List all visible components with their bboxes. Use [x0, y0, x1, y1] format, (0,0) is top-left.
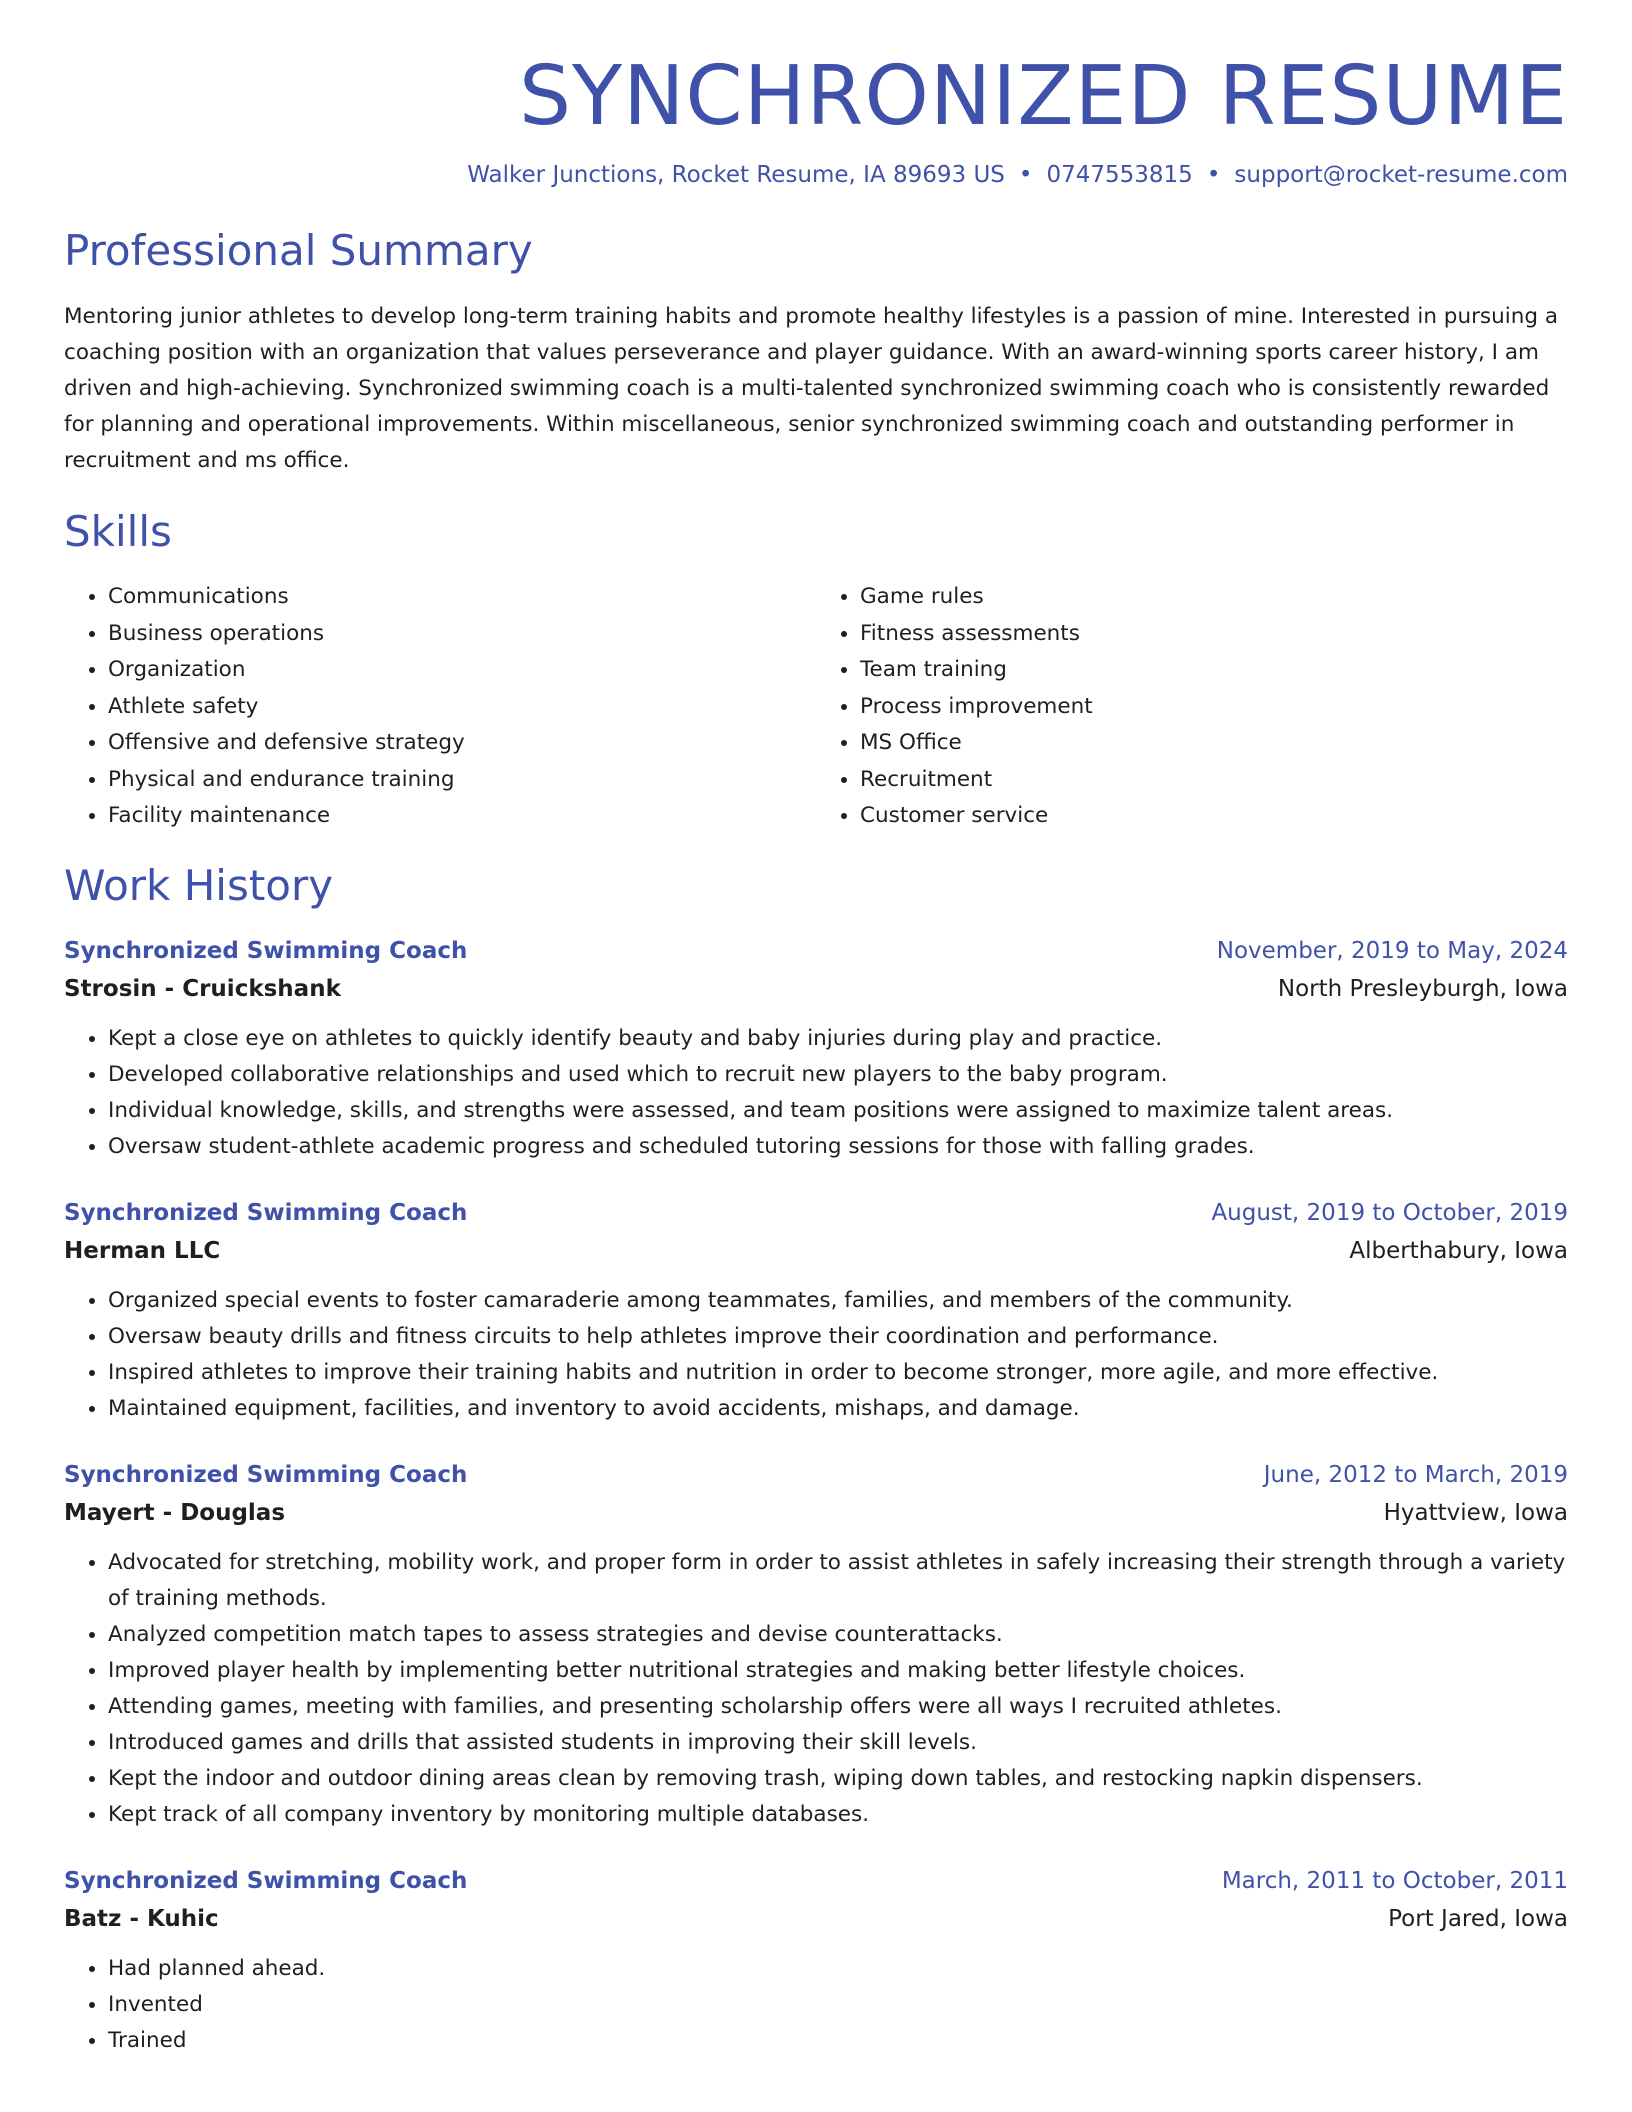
- job-title: Synchronized Swimming Coach: [64, 937, 468, 964]
- job-bullet: • Oversaw student-athlete academic progress and scheduled tutoring sessions for those with falling grades.: [108, 1129, 1568, 1165]
- contact-email: support@rocket-resume.com: [1234, 162, 1568, 189]
- job-location: North Presleyburgh, Iowa: [1277, 975, 1568, 1002]
- job-bullet: • Improved player health by implementing better nutritional strategies and making better lifestyle choices.: [108, 1653, 1568, 1689]
- skill-item: • Offensive and defensive strategy: [108, 725, 816, 762]
- job-title: Synchronized Swimming Coach: [64, 1199, 468, 1226]
- skill-item: • Game rules: [860, 579, 1568, 616]
- skills-column-right: [816, 579, 1568, 835]
- resume-name: SYNCHRONIZED RESUME: [518, 49, 1568, 144]
- contact-address: Walker Junctions, Rocket Resume, IA 89693 US: [467, 162, 1005, 189]
- job-dates: August, 2019 to October, 2019: [1211, 1199, 1568, 1226]
- summary-text: Mentoring junior athletes to develop long-term training habits and promote healthy lifestyles is a passion of mine. Interested in pursuing a coaching position with an organization that values perseverance and player guidance. With an award-winning sports career history, I am driven and high-achieving. Synchronized swimming coach is a multi-talented synchronized swimming coach who is consistently rewarded for planning and operational improvements. Within miscellaneous, senior synchronized swimming coach and outstanding performer in recruitment and ms office.: [64, 303, 1558, 473]
- job-title: Synchronized Swimming Coach: [64, 1461, 468, 1488]
- job-location: Alberthabury, Iowa: [1349, 1237, 1568, 1264]
- skill-item: • Process improvement: [860, 689, 1568, 726]
- work-history-heading: Work History: [64, 860, 334, 910]
- job-company: Batz - Kuhic: [64, 1905, 219, 1932]
- skill-item: • Physical and endurance training: [108, 762, 816, 799]
- job-bullets: [64, 1021, 1568, 1165]
- job-entry: [64, 1457, 1568, 1833]
- contact-line: [64, 162, 1568, 188]
- job-bullet: • Maintained equipment, facilities, and inventory to avoid accidents, mishaps, and damage.: [108, 1391, 1568, 1427]
- job-company: Strosin - Cruickshank: [64, 975, 341, 1002]
- skill-item: • Communications: [108, 579, 816, 616]
- job-bullet: • Kept a close eye on athletes to quickly identify beauty and baby injuries during play and practice.: [108, 1021, 1568, 1057]
- job-bullets: [64, 1283, 1568, 1427]
- job-bullet: • Attending games, meeting with families, and presenting scholarship offers were all ways I recruited athletes.: [108, 1689, 1568, 1725]
- skill-item: • Facility maintenance: [108, 798, 816, 835]
- job-location: Port Jared, Iowa: [1388, 1905, 1568, 1932]
- job-entry: [64, 1195, 1568, 1427]
- job-bullet: • Advocated for stretching, mobility work, and proper form in order to assist athletes in safely increasing their strength through a variety of training methods.: [108, 1545, 1568, 1617]
- job-dates: March, 2011 to October, 2011: [1221, 1867, 1568, 1894]
- skills-list: [64, 579, 1568, 835]
- job-bullet: • Individual knowledge, skills, and strengths were assessed, and team positions were assigned to maximize talent areas.: [108, 1093, 1568, 1129]
- skill-item: • MS Office: [860, 725, 1568, 762]
- job-bullet: • Inspired athletes to improve their training habits and nutrition in order to become stronger, more agile, and more effective.: [108, 1355, 1568, 1391]
- skill-item: • Business operations: [108, 616, 816, 653]
- job-title: Synchronized Swimming Coach: [64, 1867, 468, 1894]
- contact-phone: 0747553815: [1046, 162, 1193, 189]
- job-bullet: • Kept track of all company inventory by monitoring multiple databases.: [108, 1797, 1568, 1833]
- skill-item: • Recruitment: [860, 762, 1568, 799]
- skill-item: • Organization: [108, 652, 816, 689]
- job-bullet: • Introduced games and drills that assisted students in improving their skill levels.: [108, 1725, 1568, 1761]
- skills-heading: Skills: [64, 506, 172, 556]
- resume-page: [64, 50, 1568, 2059]
- skill-item: • Athlete safety: [108, 689, 816, 726]
- job-dates: November, 2019 to May, 2024: [1216, 937, 1568, 964]
- job-company: Herman LLC: [64, 1237, 221, 1264]
- job-bullet: • Invented: [108, 1987, 1568, 2023]
- skill-item: • Team training: [860, 652, 1568, 689]
- job-bullet: • Kept the indoor and outdoor dining areas clean by removing trash, wiping down tables, and restocking napkin dispensers.: [108, 1761, 1568, 1797]
- job-bullet: • Had planned ahead.: [108, 1951, 1568, 1987]
- job-dates: June, 2012 to March, 2019: [1263, 1461, 1568, 1488]
- job-bullet: • Developed collaborative relationships and used which to recruit new players to the baby program.: [108, 1057, 1568, 1093]
- contact-separator: •: [1018, 162, 1033, 189]
- contact-separator: •: [1206, 162, 1221, 189]
- job-bullet: • Oversaw beauty drills and fitness circuits to help athletes improve their coordination and performance.: [108, 1319, 1568, 1355]
- job-bullet: • Organized special events to foster camaraderie among teammates, families, and members of the community.: [108, 1283, 1568, 1319]
- job-bullet: • Analyzed competition match tapes to assess strategies and devise counterattacks.: [108, 1617, 1568, 1653]
- job-bullet: • Trained: [108, 2023, 1568, 2059]
- skills-column-left: [64, 579, 816, 835]
- skill-item: • Fitness assessments: [860, 616, 1568, 653]
- summary-heading: Professional Summary: [64, 226, 533, 276]
- job-location: Hyattview, Iowa: [1383, 1499, 1568, 1526]
- job-entry: [64, 933, 1568, 1165]
- skill-item: • Customer service: [860, 798, 1568, 835]
- job-entry: [64, 1863, 1568, 2059]
- job-bullets: [64, 1951, 1568, 2059]
- job-bullets: [64, 1545, 1568, 1833]
- job-company: Mayert - Douglas: [64, 1499, 286, 1526]
